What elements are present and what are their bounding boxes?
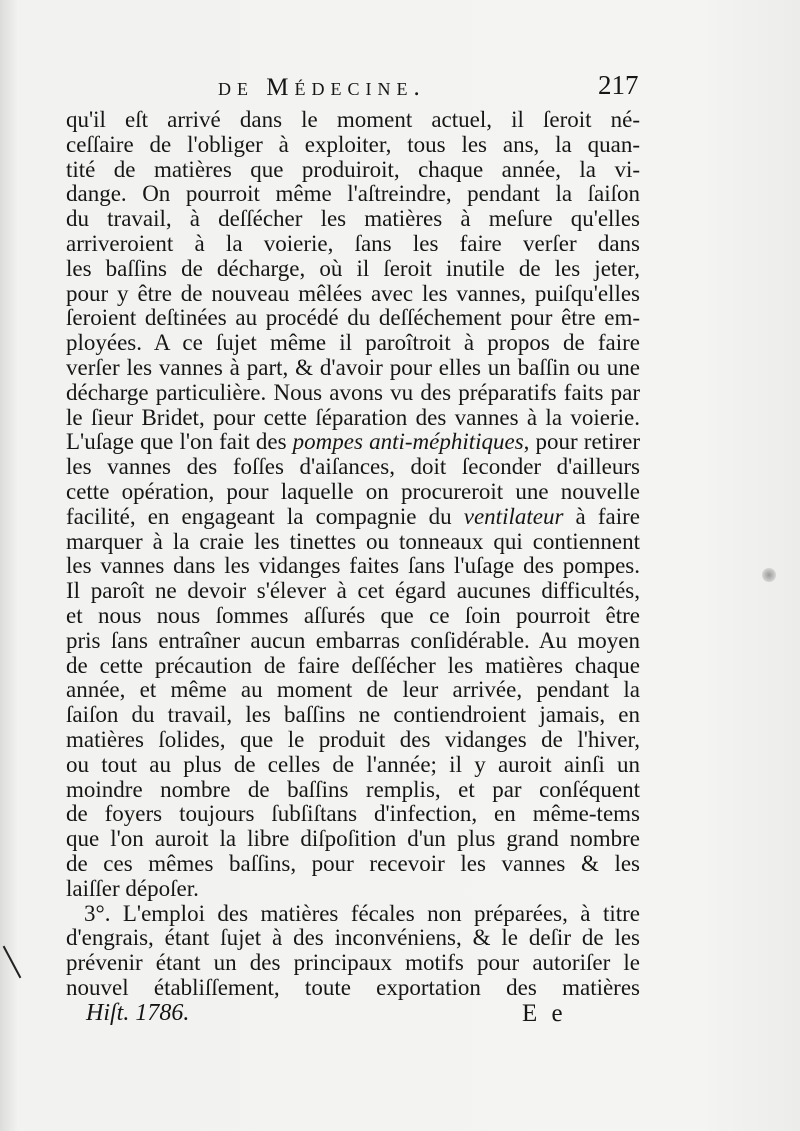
text-line: matières ſolides, que le produit des vidanges de l'hiver, <box>66 727 640 752</box>
text-line: ſeroient deſtinées au procédé du deſſéchement pour être em- <box>66 306 640 331</box>
page-number: 217 <box>598 70 639 100</box>
text-line: les baſſins de décharge, où il ſeroit inutile de les jeter, <box>66 256 640 281</box>
text-line: du travail, à deſſécher les matières à meſure qu'elles <box>66 207 640 232</box>
text-line: les vannes dans les vidanges faites ſans l'uſage des pompes. <box>66 554 640 579</box>
text-line: ſaiſon du travail, les baſſins ne contiendroient jamais, en <box>66 703 640 728</box>
text-line: marquer à la craie les tinettes ou tonneaux qui contiennent <box>66 529 640 554</box>
page-header <box>0 68 800 108</box>
text-segment: , pour retirer <box>523 430 640 455</box>
text-line: de foyers toujours ſubſiſtans d'infection, en même-tems <box>66 802 640 827</box>
italic-term-ventilateur: ventilateur <box>463 504 564 529</box>
text-segment: à faire <box>563 504 640 529</box>
text-line-with-italic <box>66 505 640 530</box>
text-line: de cette précaution de faire deſſécher les matières chaque <box>66 653 640 678</box>
text-segment: L'uſage que l'on fait des <box>66 430 293 455</box>
text-line: le ſieur Bridet, pour cette ſéparation des vannes à la voierie. <box>66 405 640 430</box>
text-line: qu'il eſt arrivé dans le moment actuel, il ſeroit né- <box>66 108 640 132</box>
margin-pen-stroke <box>6 944 18 978</box>
signature-mark: E e <box>522 1000 567 1027</box>
text-line: verſer les vannes à part, & d'avoir pour elles un baſſin ou une <box>66 355 640 380</box>
text-line: tité de matières que produiroit, chaque année, la vi- <box>66 157 640 182</box>
text-line: prévenir étant un des principaux motifs pour autoriſer le <box>66 951 640 976</box>
text-line: ployées. A ce ſujet même il paroîtroit à propos de faire <box>66 331 640 356</box>
text-line: décharge particulière. Nous avons vu des préparatifs faits par <box>66 380 640 405</box>
text-line: pour y être de nouveau mêlées avec les vannes, puiſqu'elles <box>66 281 640 306</box>
text-line: moindre nombre de baſſins remplis, et par conſéquent <box>66 777 640 802</box>
text-line: dange. On pourroit même l'aſtreindre, pendant la ſaiſon <box>66 182 640 207</box>
text-line: année, et même au moment de leur arrivée, pendant la <box>66 678 640 703</box>
text-line: et nous nous ſommes aſſurés que ce ſoin pourroit être <box>66 603 640 628</box>
italic-term-pompes: pompes anti-méphitiques <box>292 430 524 455</box>
text-line: cette opération, pour laquelle on procureroit une nouvelle <box>66 479 640 504</box>
text-segment: facilité, en engageant la compagnie du <box>66 504 464 529</box>
text-line: les vannes des foſſes d'aiſances, doit ſeconder d'ailleurs <box>66 455 640 480</box>
text-line: ceſſaire de l'obliger à exploiter, tous les ans, la quan- <box>66 132 640 157</box>
volume-mark: Hiſt. 1786. <box>86 1000 190 1026</box>
text-line: d'engrais, étant ſujet à des inconvéniens, & le deſir de les <box>66 926 640 951</box>
text-line: Il paroît ne devoir s'élever à cet égard aucunes difficultés, <box>66 579 640 604</box>
paper-speck <box>762 568 776 582</box>
text-line: ou tout au plus de celles de l'année; il y auroit ainſi un <box>66 752 640 777</box>
paragraph-start-line: 3°. L'emploi des matières fécales non préparées, à titre <box>84 901 640 926</box>
text-line: que l'on auroit la libre diſpoſition d'un plus grand nombre <box>66 827 640 852</box>
paragraph-end-line: laiſſer dépoſer. <box>66 876 199 901</box>
text-line: nouvel établiſſement, toute exportation des matières <box>66 975 640 1000</box>
text-line: de ces mêmes baſſins, pour recevoir les vannes & les <box>66 851 640 876</box>
page-footer <box>0 1000 800 1040</box>
body-text <box>66 108 640 1001</box>
text-line-with-italic <box>66 430 640 455</box>
text-line: arriveroient à la voierie, ſans les faire verſer dans <box>66 231 640 256</box>
text-line: pris ſans entraîner aucun embarras conſidérable. Au moyen <box>66 628 640 653</box>
running-title: de Médecine. <box>218 74 426 101</box>
